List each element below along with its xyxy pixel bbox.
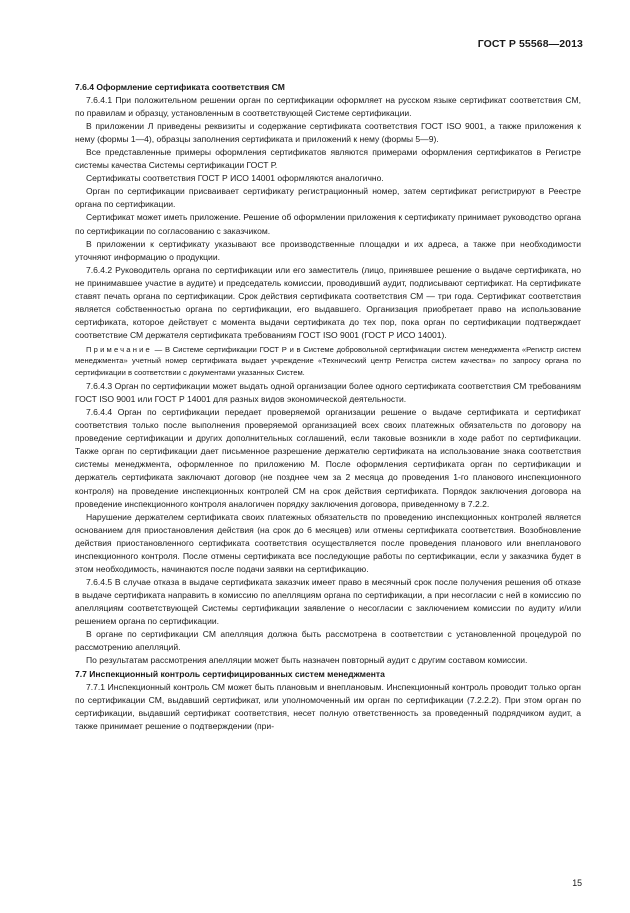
body-paragraph: В приложении Л приведены реквизиты и содержание сертификата соответствия ГОСТ ISO 9001, а также приложения к нему (формы 1—4), образцы заполнения сертификата и приложений к нему (формы 5—9). (75, 121, 581, 145)
note-lead: Примечание (86, 344, 152, 354)
body-paragraph: Сертификаты соответствия ГОСТ Р ИСО 14001 оформляются аналогично. (86, 173, 384, 184)
body-paragraph: В приложении к сертификату указывают все производственные площадки и их адреса, а также при необходимости уточняют информацию о продукции. (75, 238, 581, 262)
note-text: — В Системе сертификации ГОСТ Р и в Системе добровольной сертификации систем менеджмента «Регистр систем менеджмента» учетный номер сертификата выдает учреждение «Технический центр Регистра систем качества» по запросу органа по сертификации в соответствии с документами указанных Систем. (75, 344, 581, 377)
note-paragraph (75, 344, 581, 378)
body-paragraph: Все представленные примеры оформления сертификатов являются примерами оформления сертификатов в Регистре системы качества Системы сертификации ГОСТ Р. (75, 147, 581, 171)
document-body (75, 80, 581, 733)
body-paragraph: Орган по сертификации присваивает сертификату регистрационный номер, затем сертификат регистрируют в Реестре органа по сертификации. (75, 186, 581, 210)
body-paragraph: 7.6.4.1 При положительном решении орган по сертификации оформляет на русском языке сертификат соответствия СМ, по правилам и образцу, установленным в соответствующей Системе сертификации. (75, 95, 581, 119)
page-number: 15 (572, 878, 582, 888)
body-paragraph: 7.6.4.5 В случае отказа в выдаче сертификата заказчик имеет право в месячный срок после получения решения об отказе в выдаче сертификата направить в комиссию по апелляциям органа по сертификации, а при несогласии с ней в комиссию по апелляциям соответствующей Системы сертификации заявление о несогласии с заключением комиссии по аудиту и/или решением органа по сертификации. (75, 576, 581, 626)
body-paragraph: 7.6.4.2 Руководитель органа по сертификации или его заместитель (лицо, принявшее решение о выдаче сертификата, но не принимавшее участие в аудите) и председатель комиссии, проводивший аудит, подписывают сертификат. На сертификате ставят печать органа по сертификации. Срок действия сертификата соответствия СМ — три года. Сертификат соответствия является собственностью органа по сертификации, его выдавшего. Организация приобретает право на использование сертификата, которое действует с момента выдачи сертификата до тех пор, пока орган по сертификации подтверждает соответствие СМ держателя сертификата требованиям ГОСТ ISO 9001 (ГОСТ Р ИСО 14001). (75, 264, 581, 340)
body-paragraph: В органе по сертификации СМ апелляция должна быть рассмотрена в соответствии с установленной процедурой по рассмотрению апелляций. (75, 629, 581, 653)
body-paragraph: 7.6.4.3 Орган по сертификации может выдать одной организации более одного сертификата соответствия СМ требованиям ГОСТ ISO 9001 или ГОСТ Р 14001 для разных видов экономической деятельности. (75, 381, 581, 405)
body-paragraph: По результатам рассмотрения апелляции может быть назначен повторный аудит с другим составом комиссии. (86, 655, 528, 666)
section-heading: 7.6.4 Оформление сертификата соответствия СМ (75, 82, 285, 92)
body-paragraph: Сертификат может иметь приложение. Решение об оформлении приложения к сертификату принимает руководство органа по сертификации по согласованию с заказчиком. (75, 212, 581, 236)
body-paragraph: 7.7.1 Инспекционный контроль СМ может быть плановым и внеплановым. Инспекционный контроль проводит только орган по сертификации СМ, выдавший сертификат, или уполномоченный им орган по сертификации (7.2.2.2). При этом орган по сертификации, выдавший сертификат соответствия, несет полную ответственность за проведенный подрядчиком аудит, а также принимает решение о подтверждении (при- (75, 682, 581, 732)
document-code-header: ГОСТ Р 55568—2013 (477, 38, 583, 50)
body-paragraph: Нарушение держателем сертификата своих платежных обязательств по проведению инспекционных контролей является основанием для приостановления действия (на срок до 6 месяцев) или отмены сертификата соответствия. Возобновление действия приостановленного сертификата соответствия осуществляется после проведения планового или внепланового инспекционного контроля. После отмены сертификата все последующие работы по сертификации, если у заказчика будет в этом необходимость, начинаются после подачи заявки на сертификацию. (75, 511, 581, 574)
section-heading: 7.7 Инспекционный контроль сертифицированных систем менеджмента (75, 669, 385, 680)
body-paragraph: 7.6.4.4 Орган по сертификации передает проверяемой организации решение о выдаче сертификата и сертификат соответствия только после выполнения проверяемой организацией всех своих платежных обязательств по договору на проведение сертификации и других дополнительных соглашений, если таковые возникли в ходе работ по сертификации. Также орган по сертификации дает письменное разрешение держателю сертификата на использование знака соответствия системы менеджмента, оформленное по приложению М. После оформления сертификата орган по сертификации и держатель сертификата заключают договор (не позднее чем за 2 месяца до проведения 1-го планового инспекционного контроля) на проведение инспекционных контролей СМ на срок действия сертификата. Порядок заключения договора на проведение инспекционного контроля аналогичен порядку заключения договора, приведенному в 7.2.2. (75, 407, 581, 509)
